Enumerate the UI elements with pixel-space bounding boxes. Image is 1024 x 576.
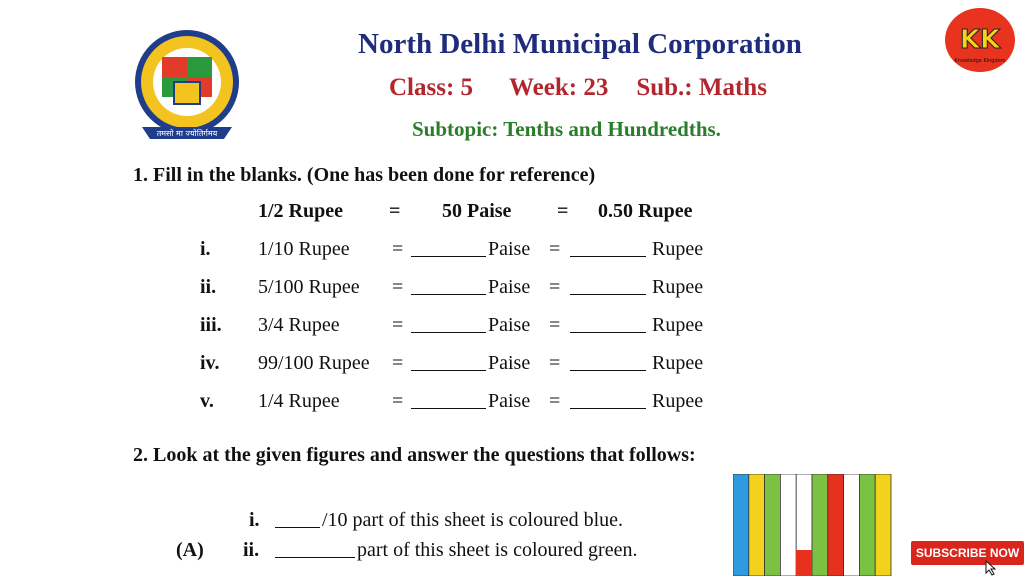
sheet-strip — [812, 474, 828, 576]
sheet-strip — [828, 474, 844, 576]
coloured-sheet-figure — [733, 474, 893, 576]
subject-label: Sub.: Maths — [636, 74, 767, 101]
sheet-strip — [875, 474, 891, 576]
subtopic: Subtopic: Tenths and Hundredths. — [412, 117, 721, 141]
class-week-subject — [389, 74, 767, 102]
sheet-strip — [844, 474, 860, 576]
sheet-strip — [859, 474, 875, 576]
cursor-icon — [984, 560, 998, 576]
answer-blank[interactable] — [275, 539, 355, 558]
svg-text:तमसो मा ज्योतिर्गमय: तमसो मा ज्योतिर्गमय — [156, 129, 218, 138]
ndmc-logo — [132, 27, 242, 147]
rupee-blank[interactable] — [570, 314, 646, 333]
subscribe-button[interactable]: SUBSCRIBE NOW — [911, 541, 1024, 565]
paise-blank[interactable] — [411, 352, 486, 371]
sheet-strip — [733, 474, 749, 576]
paise-blank[interactable] — [411, 238, 486, 257]
rupee-blank[interactable] — [570, 238, 646, 257]
sheet-strip — [749, 474, 765, 576]
svg-text:KK: KK — [959, 25, 1001, 55]
week-label: Week: 23 — [509, 74, 609, 101]
question-1-heading: 1. Fill in the blanks. (One has been done for reference) — [133, 164, 596, 186]
paise-blank[interactable] — [411, 314, 486, 333]
answer-blank[interactable] — [275, 509, 320, 528]
svg-text:Knowledge Kingdom: Knowledge Kingdom — [954, 58, 1006, 64]
rupee-blank[interactable] — [570, 352, 646, 371]
paise-blank[interactable] — [411, 390, 486, 409]
question-2-heading: 2. Look at the given figures and answer the questions that follows: — [133, 444, 696, 466]
class-label: Class: 5 — [389, 74, 474, 101]
rupee-blank[interactable] — [570, 276, 646, 295]
rupee-blank[interactable] — [570, 390, 646, 409]
red-block — [796, 550, 812, 576]
page-title: North Delhi Municipal Corporation — [358, 28, 802, 60]
part-label: (A) — [176, 539, 204, 561]
paise-blank[interactable] — [411, 276, 486, 295]
sheet-strip — [780, 474, 796, 576]
sheet-strip — [765, 474, 781, 576]
